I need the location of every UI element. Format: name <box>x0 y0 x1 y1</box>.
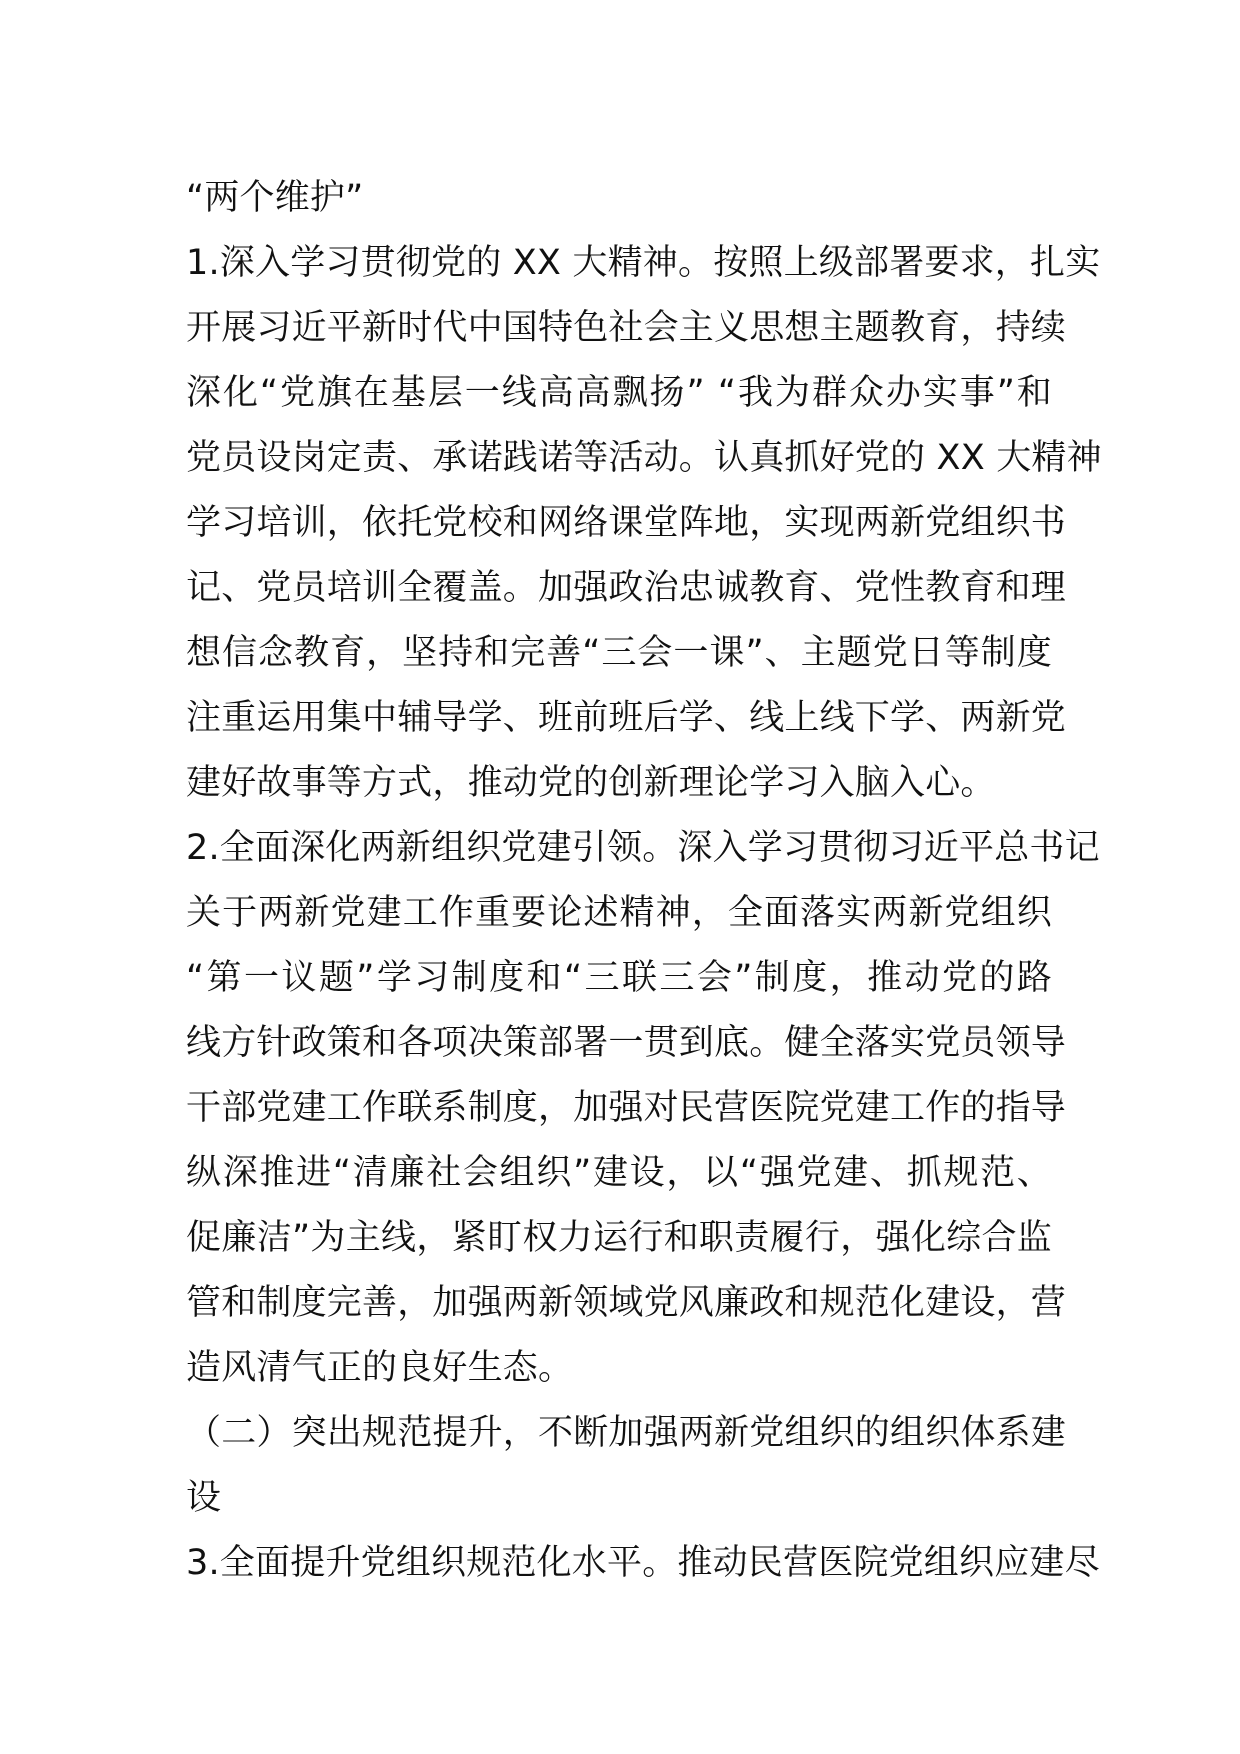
text-line: 建好故事等方式，推动党的创新理论学习入脑入心。 <box>186 763 996 803</box>
text-line: 干部党建工作联系制度，加强对民营医院党建工作的指导 <box>186 1088 1067 1128</box>
text-line-heading-fragment: “两个维护” <box>186 178 364 218</box>
text-line: 注重运用集中辅导学、班前班后学、线上线下学、两新党 <box>186 698 1067 738</box>
text-line: 党员设岗定责、承诺践诺等活动。认真抓好党的 XX 大精神 <box>186 438 1102 478</box>
text-line: 管和制度完善，加强两新领域党风廉政和规范化建设，营 <box>186 1283 1067 1323</box>
document-body <box>186 166 1102 1596</box>
text-line: 2.全面深化两新组织党建引领。深入学习贯彻习近平总书记 <box>186 828 1100 868</box>
section-heading-line: （二）突出规范提升，不断加强两新党组织的组织体系建 <box>186 1413 1067 1453</box>
section-heading-line: 设 <box>186 1478 222 1518</box>
text-line: 线方针政策和各项决策部署一贯到底。健全落实党员领导 <box>186 1023 1067 1063</box>
text-line: 深化“党旗在基层一线高高飘扬” “我为群众办实事”和 <box>186 373 1052 413</box>
text-line: 想信念教育，坚持和完善“三会一课”、主题党日等制度 <box>186 633 1052 673</box>
text-line: 1.深入学习贯彻党的 XX 大精神。按照上级部署要求，扎实 <box>186 243 1101 283</box>
text-line: “第一议题”学习制度和“三联三会”制度，推动党的路 <box>186 958 1052 998</box>
text-line: 纵深推进“清廉社会组织”建设，以“强党建、抓规范、 <box>186 1153 1052 1193</box>
text-line: 3.全面提升党组织规范化水平。推动民营医院党组织应建尽 <box>186 1543 1100 1583</box>
text-line: 关于两新党建工作重要论述精神，全面落实两新党组织 <box>186 893 1052 933</box>
text-line: 学习培训，依托党校和网络课堂阵地，实现两新党组织书 <box>186 503 1067 543</box>
text-line: 记、党员培训全覆盖。加强政治忠诚教育、党性教育和理 <box>186 568 1067 608</box>
text-line: 促廉洁”为主线，紧盯权力运行和职责履行，强化综合监 <box>186 1218 1052 1258</box>
text-line: 开展习近平新时代中国特色社会主义思想主题教育，持续 <box>186 308 1067 348</box>
text-line: 造风清气正的良好生态。 <box>186 1348 574 1388</box>
